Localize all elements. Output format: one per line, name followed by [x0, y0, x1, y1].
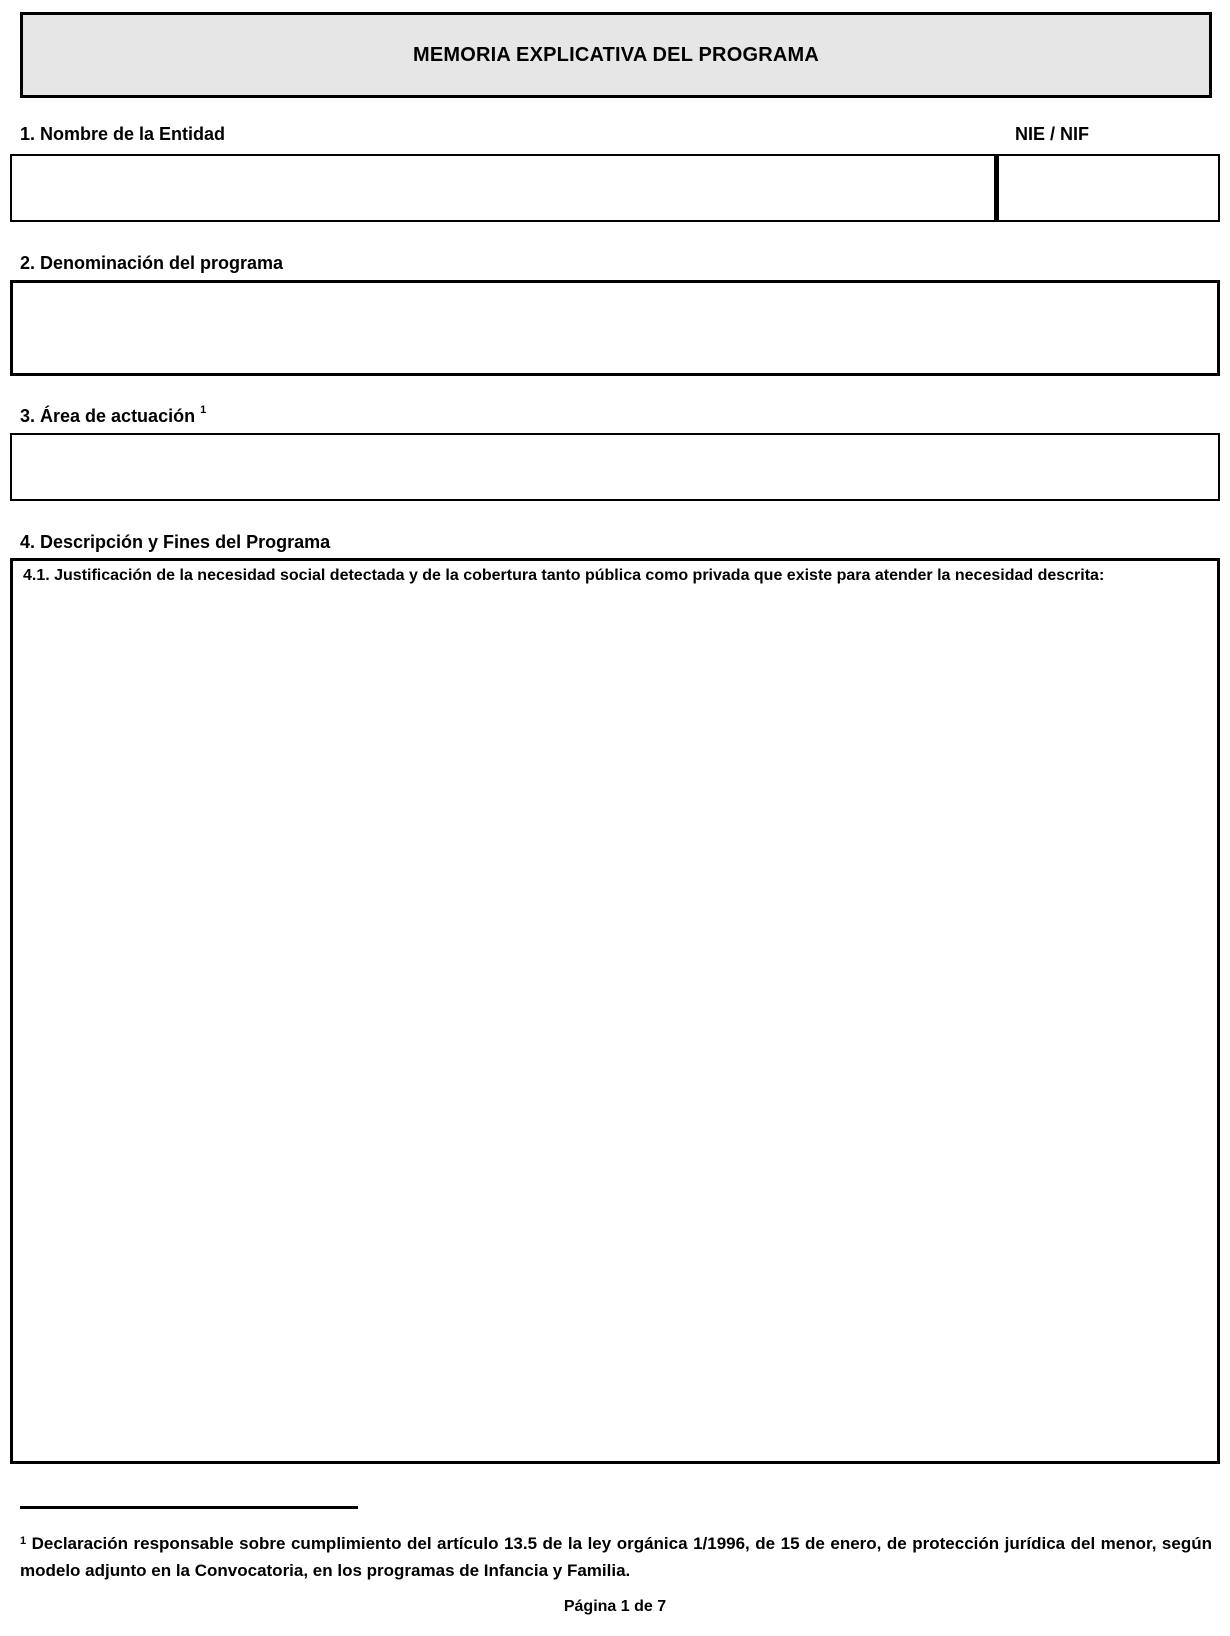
nie-nif-field[interactable]	[996, 154, 1220, 222]
footnote-divider	[20, 1506, 358, 1509]
nie-nif-label: NIE / NIF	[1015, 124, 1090, 144]
description-label: 4. Descripción y Fines del Programa	[20, 532, 331, 552]
description-sub-label: 4.1. Justificación de la necesidad social detectada y de la cobertura tanto pública como privada que existe para atender la necesidad descrita:	[23, 567, 1105, 584]
program-name-label: 2. Denominación del programa	[20, 253, 284, 273]
page-number: Página 1 de 7	[563, 1598, 667, 1615]
area-label: 3. Área de actuación $^1$	[20, 404, 207, 426]
program-name-field[interactable]	[10, 280, 1220, 376]
entity-name-field[interactable]	[10, 154, 996, 222]
footnote-ref: 1	[200, 404, 207, 416]
description-field[interactable]	[10, 558, 1220, 1464]
footnote	[20, 1530, 1212, 1584]
entity-name-label: 1. Nombre de la Entidad	[20, 124, 226, 144]
footnote-number: 1	[20, 1535, 27, 1547]
footnote-text: Declaración responsable sobre cumplimiento del artículo 13.5 de la ley orgánica 1/1996, de 15 de enero, de protección jurídica del menor, según modelo adjunto en la Convocatoria, en los programas de Infancia y Familia.	[20, 1534, 1212, 1580]
area-field[interactable]	[10, 433, 1220, 501]
form-title: MEMORIA EXPLICATIVA DEL PROGRAMA	[20, 12, 1212, 98]
